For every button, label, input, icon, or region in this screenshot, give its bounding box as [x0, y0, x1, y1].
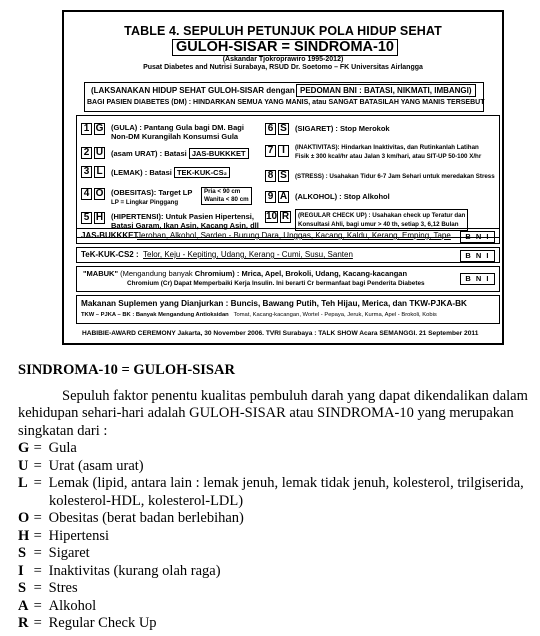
mabuk-line2: Chromium (Cr) Dapat Memperbaiki Kerja Insulin. Ini berarti Cr bermanfaat bagi Penderita Diabetes: [127, 280, 425, 287]
item-number: 4: [81, 188, 92, 200]
item-letter: R: [281, 211, 290, 222]
item-letter: S: [278, 123, 289, 135]
tek-kuk-label: TEK-KUK-CS₂: [174, 167, 230, 178]
tek-kuk-row: [76, 247, 500, 263]
bni-badge: B N I: [460, 273, 495, 285]
definition-o: O = Obesitas (berat badan berlebihan): [18, 510, 244, 526]
suplemen-line2: TKW – PJKA – BK : Banyak Mengandung Antioksidan Tomat, Kacang-kacangan, Wortel - Pepaya, Jeruk, Kurma, Apel - Brokoli, Kobis: [81, 312, 437, 318]
definition-a: A = Alkohol: [18, 597, 97, 614]
jas-text: Jerohan, Alkohol, Sarden - Burung Dara, Unggas, Kacang, Kaldu, Kerang, Emping, Tape: [137, 231, 451, 240]
item-number: 7: [265, 145, 276, 157]
item-letter: I: [278, 145, 289, 157]
definition-h: H = Hipertensi: [18, 527, 110, 544]
figure-title: TABLE 4. SEPULUH PETUNJUK POLA HIDUP SEHAT: [124, 24, 442, 38]
figure-author: (Askandar Tjokroprawiro 1995-2012): [222, 56, 344, 63]
item-number: 10: [266, 211, 278, 222]
item-letter: A: [279, 191, 288, 202]
item-text: (ALKOHOL) : Stop Alkohol: [295, 192, 390, 201]
figure-institution: Pusat Diabetes and Nutrisi Surabaya, RSUD Dr. Soetomo – FK Universitas Airlangga: [143, 64, 423, 71]
definition-u: U = Urat (asam urat): [18, 457, 144, 474]
guloh-sisar-items-box: [76, 115, 500, 238]
item-number: 6: [265, 123, 276, 135]
lifestyle-line1: (LAKSANAKAN HIDUP SEHAT GULOH-SISAR dengan: [91, 86, 295, 95]
figure-subtitle: GULOH-SISAR = SINDROMA-10: [172, 39, 398, 56]
lp-target-box: Pria < 90 cm Wanita < 80 cm: [201, 187, 252, 205]
jas-bukkket-label: JAS-BUKKKET: [189, 148, 249, 159]
item-text: (LEMAK) : Batasi TEK-KUK-CS₂: [111, 167, 230, 178]
item-number: 8: [265, 170, 276, 182]
item-text: (OBESITAS): Target LP LP = Lingkar Pinggang: [111, 188, 193, 206]
item-text: (asam URAT) : Batasi JAS-BUKKKET: [111, 148, 249, 159]
item-text: (GULA) : Pantang Gula bagi DM. Bagi Non-DM Kurangilah Konsumsi Gula: [111, 123, 244, 141]
section-heading: SINDROMA-10 = GULOH-SISAR: [18, 362, 235, 378]
definition-l: L = Lemak (lipid, antara lain : lemak jenuh, lemak tidak jenuh, kolesterol, trilgiserida,: [18, 475, 524, 491]
definition-i: I = Inaktivitas (kurang olah raga): [18, 562, 221, 579]
document-body: [18, 362, 540, 633]
item-letter: O: [95, 188, 104, 199]
item-text: (SIGARET) : Stop Merokok: [295, 124, 390, 133]
pedoman-bni-box: PEDOMAN BNI : BATASI, NIKMATI, IMBANGI): [296, 84, 476, 97]
bni-badge: B N I: [460, 250, 495, 262]
mabuk-line1: "MABUK" (Mengandung banyak Chromium) : Mrica, Apel, Brokoli, Udang, Kacang-kacangan: [83, 269, 408, 278]
paragraph-line2: kehidupan sehari-hari adalah GULOH-SISAR atau SINDROMA-10 yang merupakan: [18, 405, 514, 421]
suplemen-line1: Makanan Suplemen yang Dianjurkan : Buncis, Bawang Putih, Teh Hijau, Merica, dan TKW-PJKA-BK: [81, 299, 467, 308]
tek-text: Telor, Keju - Kepiting, Udang, Kerang - Cumi, Susu, Santen: [143, 250, 353, 259]
item-letter: L: [94, 166, 105, 178]
item-number: 3: [81, 166, 92, 178]
item-letter: H: [95, 212, 104, 223]
bni-badge: B N I: [460, 231, 495, 243]
jas-bukkket-row: [76, 228, 500, 244]
item-number: 9: [265, 191, 276, 203]
definition-s-stres: S = Stres: [18, 580, 78, 596]
item-letter: G: [95, 123, 104, 134]
tek-label: TeK-KUK-CS2 :: [81, 250, 139, 259]
definition-s-sigaret: S = Sigaret: [18, 545, 90, 561]
item-letter: U: [95, 147, 104, 158]
item-text: (STRESS) : Usahakan Tidur 6-7 Jam Sehari untuk meredakan Stress: [295, 173, 495, 180]
item-letter: S: [278, 170, 289, 182]
figure-table-4: [62, 10, 504, 345]
item-text: (HIPERTENSI): Untuk Pasien Hipertensi, Batasi Garam, Ikan Asin, Kacang Asin, dll: [111, 212, 259, 230]
definition-r: R = Regular Check Up: [18, 615, 157, 631]
suplemen-row: [76, 295, 500, 324]
jas-label: JAS-BUKKKET: [81, 231, 139, 240]
mabuk-row: [76, 266, 500, 292]
paragraph-line3: singkatan dari :: [18, 422, 108, 439]
regular-check-up-box: (REGULAR CHECK UP) : Usahakan check up Teratur dan Konsultasi Ahli, bagi umur > 40 th, setiap 3, 6,12 Bulan: [295, 209, 468, 231]
lifestyle-box: [84, 82, 484, 112]
habibie-footer: HABIBIE-AWARD CEREMONY Jakarta, 30 November 2006. TVRI Surabaya : TALK SHOW Acara SEMANGGI. 21 September 2011: [82, 330, 479, 337]
item-number: 5: [81, 212, 92, 224]
item-number: 1: [81, 123, 92, 135]
definition-l-continued: kolesterol-HDL, kolesterol-LDL): [49, 492, 244, 509]
lifestyle-line2: BAGI PASIEN DIABETES (DM) : HINDARKAN SEMUA YANG MANIS, atau SANGAT BATASILAH YANG MANIS TERSEBUT: [87, 99, 485, 106]
definition-g: G = Gula: [18, 440, 77, 456]
item-text: (INAKTIVITAS): Hindarkan Inaktivitas, dan Rutinkanlah Latihan Fisik ± 300 kcal/hr atau Jalan 3 km/hari, atau SIT-UP 50-100 X/hr: [295, 144, 482, 160]
item-number: 2: [81, 147, 92, 159]
paragraph-line1: Sepuluh faktor penentu kualitas pembuluh darah yang dapat dikendalikan dalam: [62, 387, 528, 404]
